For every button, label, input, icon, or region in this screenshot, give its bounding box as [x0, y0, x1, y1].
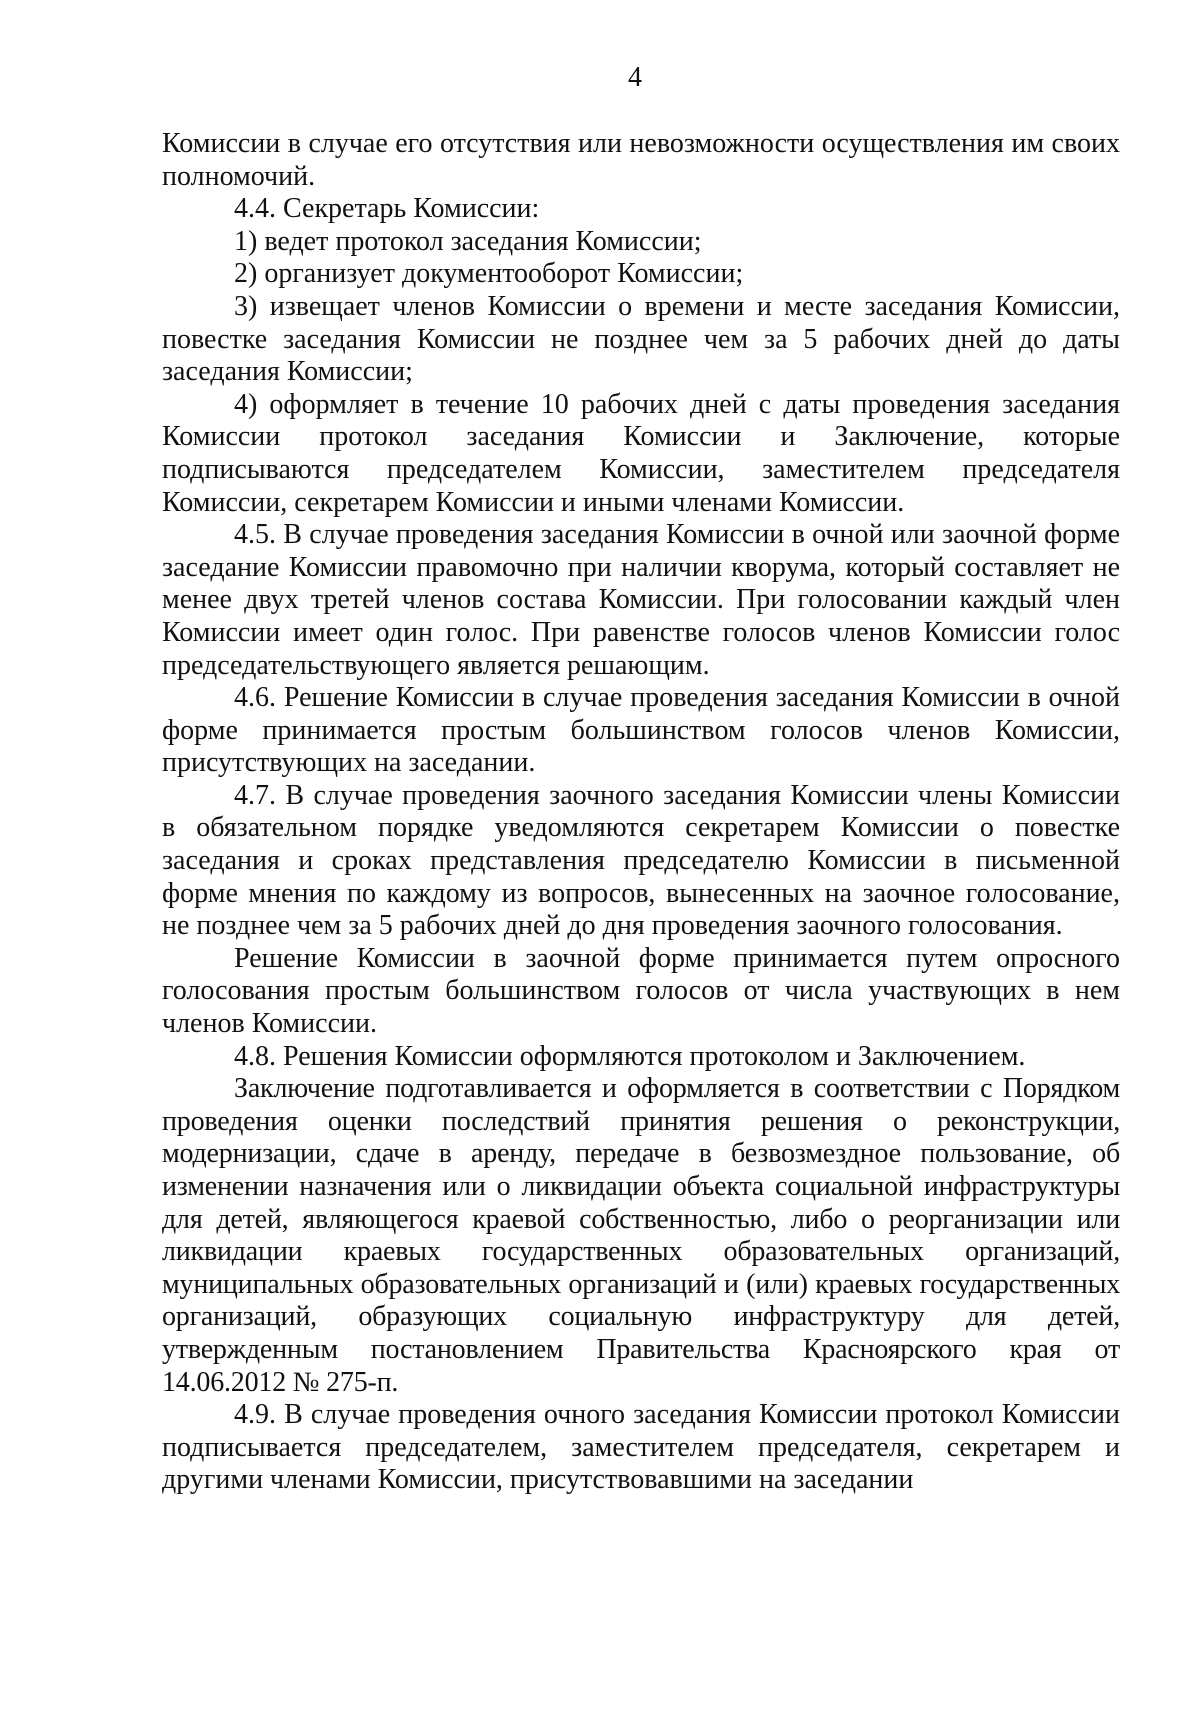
paragraph-4-4-item-1: 1) ведет протокол заседания Комиссии; [234, 225, 702, 257]
paragraph-4-4-item-2: 2) организует документооборот Комиссии; [234, 258, 744, 290]
paragraph-4-8: 4.8. Решения Комиссии оформляются протоколом и Заключением. [234, 1040, 1026, 1072]
paragraph-4-4-item-4: 4) оформляет в течение 10 рабочих дней с даты проведения заседания Комиссии протокол заседания Комиссии и Заключение, которые подписываются председателем Комиссии, заместителем председателя Комиссии, секретарем Комиссии и иными членами Комиссии. [162, 388, 1120, 518]
paragraph-4-6: 4.6. Решение Комиссии в случае проведения заседания Комиссии в очной форме принимается простым большинством голосов членов Комиссии, присутствующих на заседании. [162, 682, 1120, 779]
document-body [162, 128, 1120, 1497]
paragraph-continuation: Комиссии в случае его отсутствия или невозможности осуществления им своих полномочий. [162, 128, 1120, 192]
page-number: 4 [628, 62, 642, 93]
paragraph-4-7-continuation: Решение Комиссии в заочной форме принимается путем опросного голосования простым большинством голосов от числа участвующих в нем членов Комиссии. [162, 942, 1120, 1040]
paragraph-4-4-heading: 4.4. Секретарь Комиссии: [234, 193, 540, 225]
paragraph-4-8-conclusion: Заключение подготавливается и оформляется в соответствии с Порядком проведения оценки последствий принятия решения о реконструкции, модернизации, сдаче в аренду, передаче в безвозмездное пользование, об изменении назначения или о ликвидации объекта социальной инфраструктуры для детей, являющегося краевой собственностью, либо о реорганизации или ликвидации краевых государственных образовательных организаций, муниципальных образовательных организаций и (или) краевых государственных организаций, образующих социальную инфраструктуру для детей, утвержденным постановлением Правительства Красноярского края от 14.06.2012 № 275-п. [162, 1073, 1120, 1398]
paragraph-4-7: 4.7. В случае проведения заочного заседания Комиссии члены Комиссии в обязательном порядке уведомляются секретарем Комиссии о повестке заседания и сроках представления председателю Комиссии в письменной форме мнения по каждому из вопросов, вынесенных на заочное голосование, не позднее чем за 5 рабочих дней до дня проведения заочного голосования. [162, 779, 1120, 942]
paragraph-4-4-item-3: 3) извещает членов Комиссии о времени и месте заседания Комиссии, повестке заседания Комиссии не позднее чем за 5 рабочих дней до даты заседания Комиссии; [162, 290, 1120, 388]
paragraph-4-5: 4.5. В случае проведения заседания Комиссии в очной или заочной форме заседание Комиссии правомочно при наличии кворума, который составляет не менее двух третей членов состава Комиссии. При голосовании каждый член Комиссии имеет один голос. При равенстве голосов членов Комиссии голос председательствующего является решающим. [162, 519, 1120, 681]
paragraph-4-9: 4.9. В случае проведения очного заседания Комиссии протокол Комиссии подписывается председателем, заместителем председателя, секретарем и другими членами Комиссии, присутствовавшими на заседании [162, 1399, 1120, 1496]
